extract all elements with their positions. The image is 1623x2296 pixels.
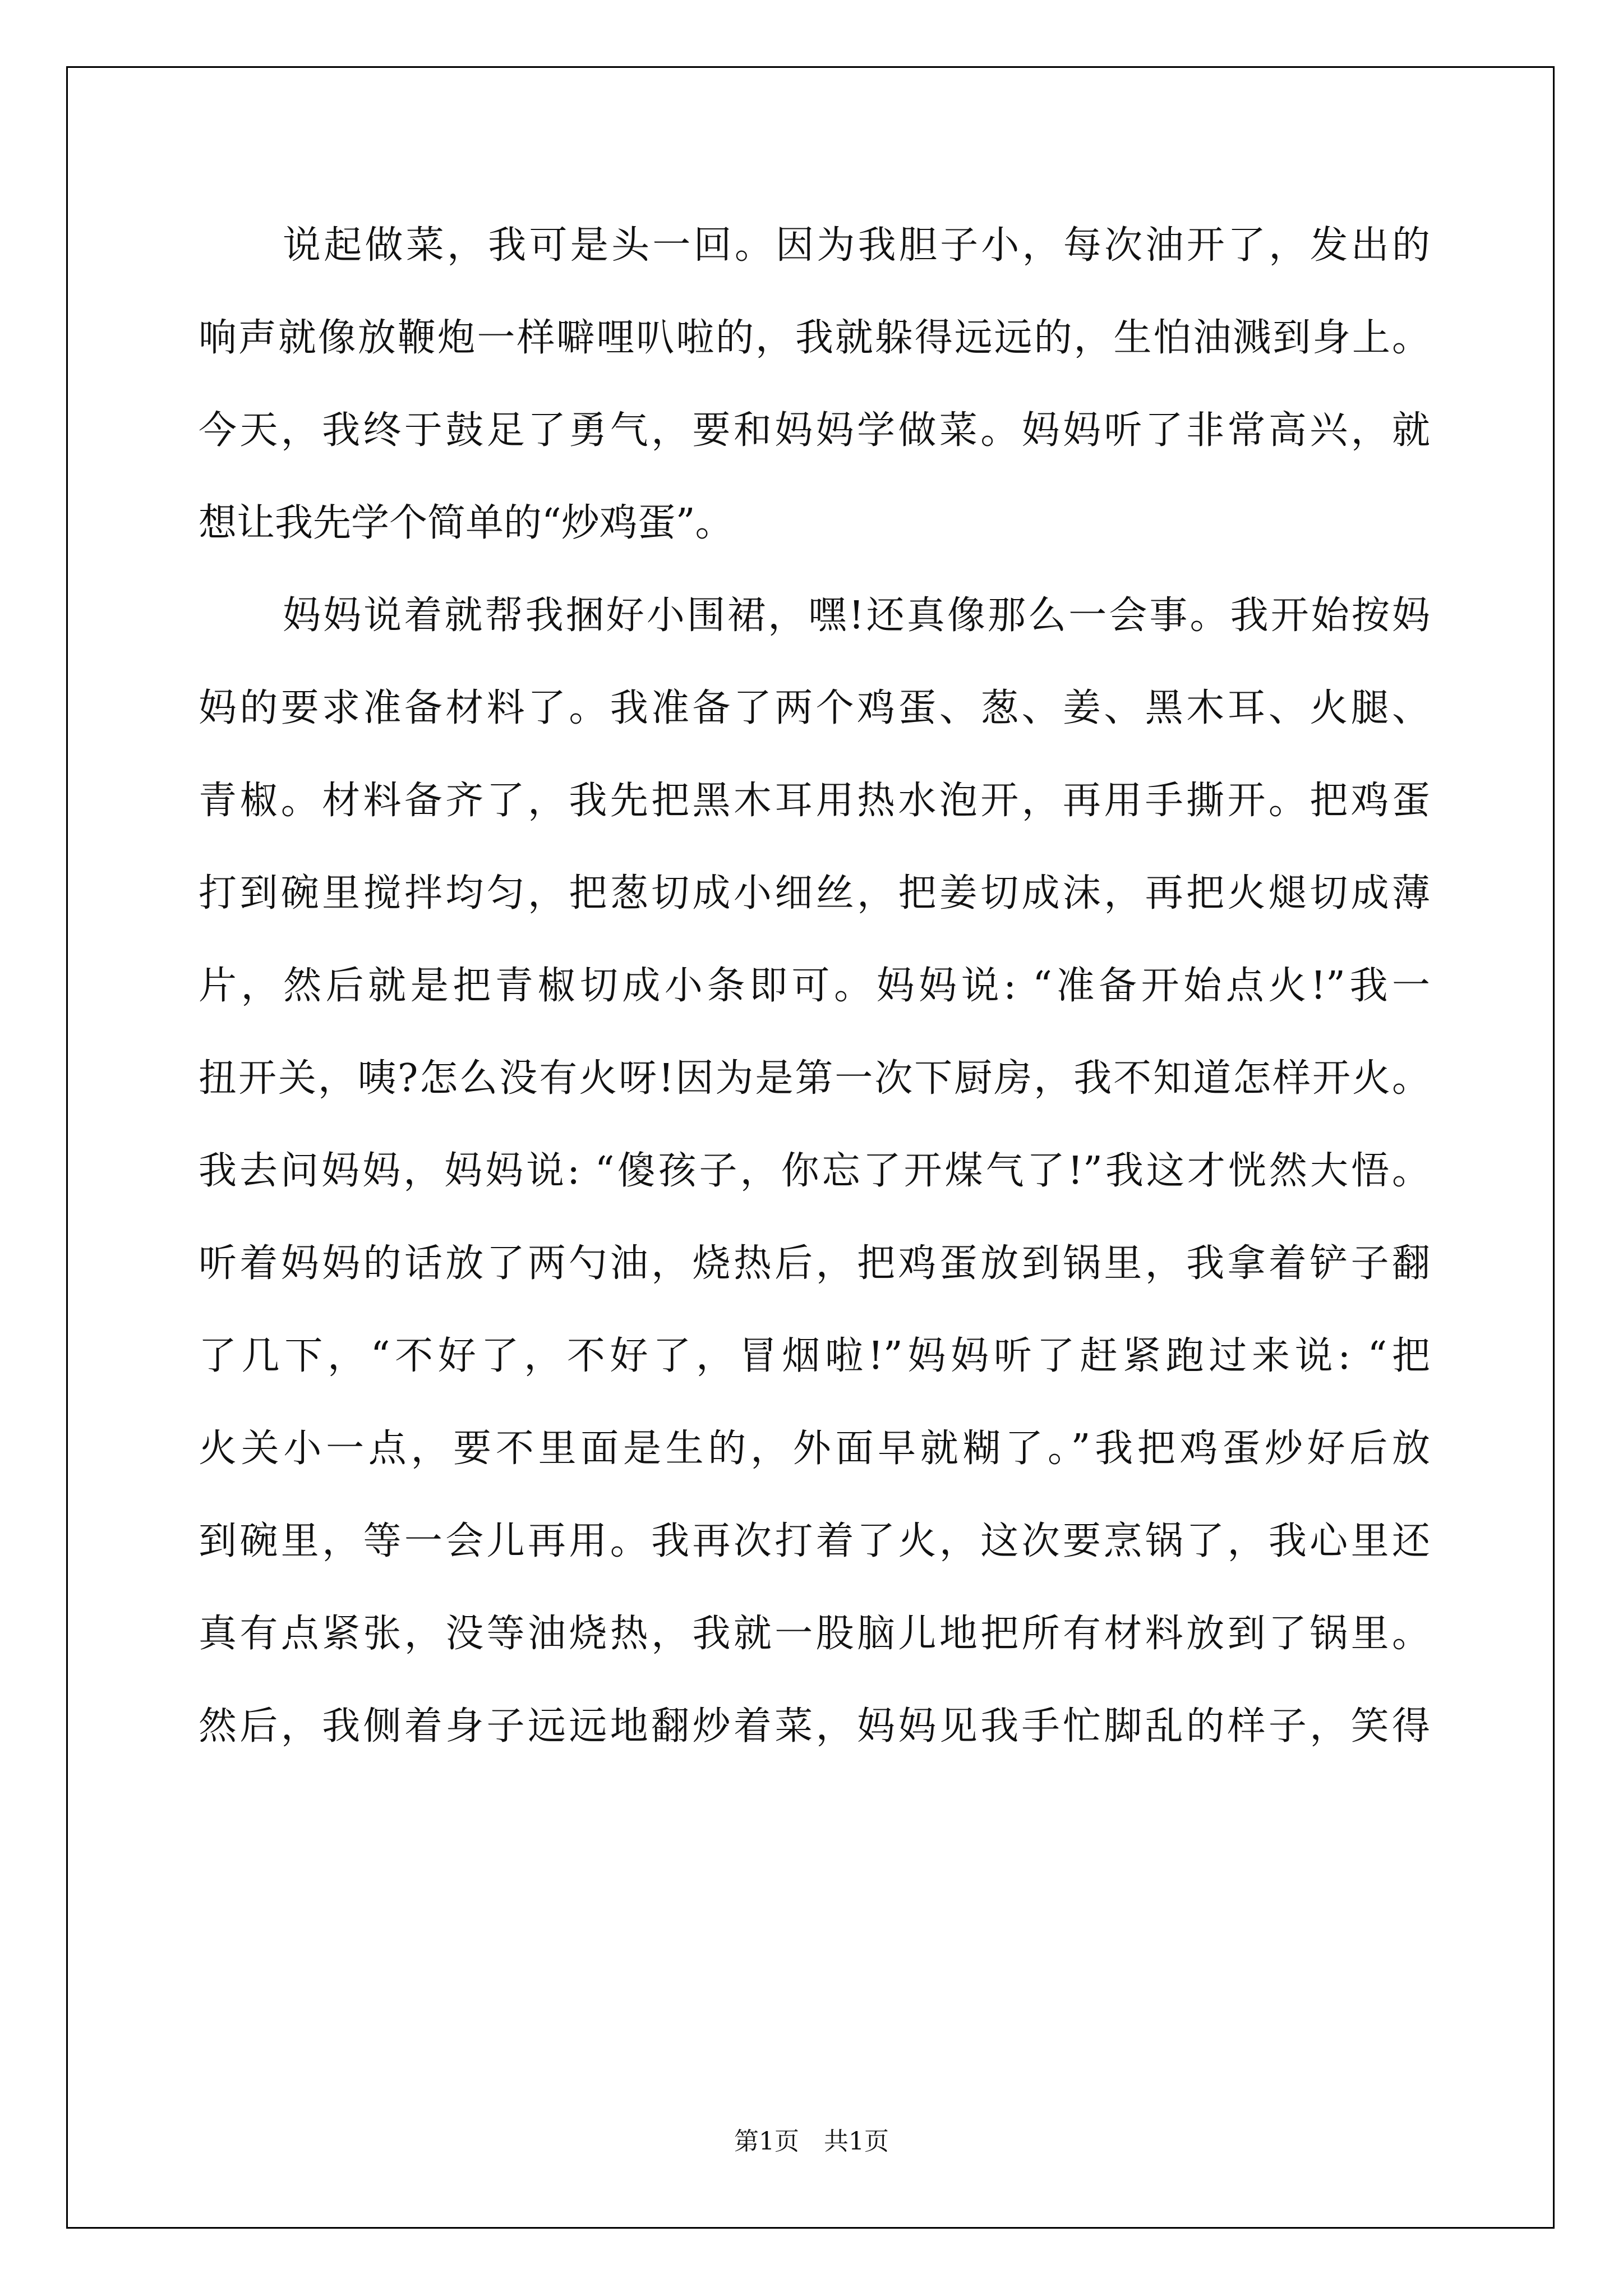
text-line: 了几下，“不好了，不好了，冒烟啦!”妈妈听了赶紧跑过来说: “把: [199, 1334, 1430, 1378]
text-line: 扭开关，咦?怎么没有火呀!因为是第一次下厨房，我不知道怎样开火。: [199, 1056, 1430, 1101]
text-line: 到碗里，等一会儿再用。我再次打着了火，这次要烹锅了，我心里还: [199, 1519, 1430, 1563]
text-line: 然后，我侧着身子远远地翻炒着菜，妈妈见我手忙脚乱的样子，笑得: [199, 1704, 1430, 1749]
text-line: 听着妈妈的话放了两勺油，烧热后，把鸡蛋放到锅里，我拿着铲子翻: [199, 1241, 1430, 1286]
text-line: 今天，我终于鼓足了勇气，要和妈妈学做菜。妈妈听了非常高兴，就: [199, 408, 1430, 453]
text-line: 火关小一点，要不里面是生的，外面早就糊了。”我把鸡蛋炒好后放: [199, 1427, 1430, 1471]
page-footer: [0, 2125, 1623, 2159]
text-line: 打到碗里搅拌均匀，把葱切成小细丝，把姜切成沫，再把火煺切成薄: [199, 871, 1430, 915]
text-line: 说起做菜，我可是头一回。因为我胆子小，每次油开了，发出的: [283, 223, 1430, 268]
text-line: 想让我先学个简单的“炒鸡蛋”。: [199, 501, 734, 545]
text-line: 青椒。材料备齐了，我先把黑木耳用热水泡开，再用手撕开。把鸡蛋: [199, 779, 1430, 823]
text-line: 妈的要求准备材料了。我准备了两个鸡蛋、葱、姜、黑木耳、火腿、: [199, 686, 1430, 730]
page-number-current: 第1页: [734, 2127, 799, 2156]
page-number-total: 共1页: [824, 2127, 889, 2156]
text-line: 我去问妈妈，妈妈说: “傻孩子，你忘了开煤气了!”我这才恍然大悟。: [199, 1149, 1430, 1193]
text-line: 片，然后就是把青椒切成小条即可。妈妈说: “准备开始点火!”我一: [199, 964, 1430, 1008]
document-body: [199, 218, 1430, 1791]
text-line: 响声就像放鞭炮一样噼哩叭啦的，我就躲得远远的，生怕油溅到身上。: [199, 316, 1430, 360]
text-line: 妈妈说着就帮我捆好小围裙，嘿!还真像那么一会事。我开始按妈: [283, 593, 1430, 638]
text-line: 真有点紧张，没等油烧热，我就一股脑儿地把所有材料放到了锅里。: [199, 1612, 1430, 1656]
